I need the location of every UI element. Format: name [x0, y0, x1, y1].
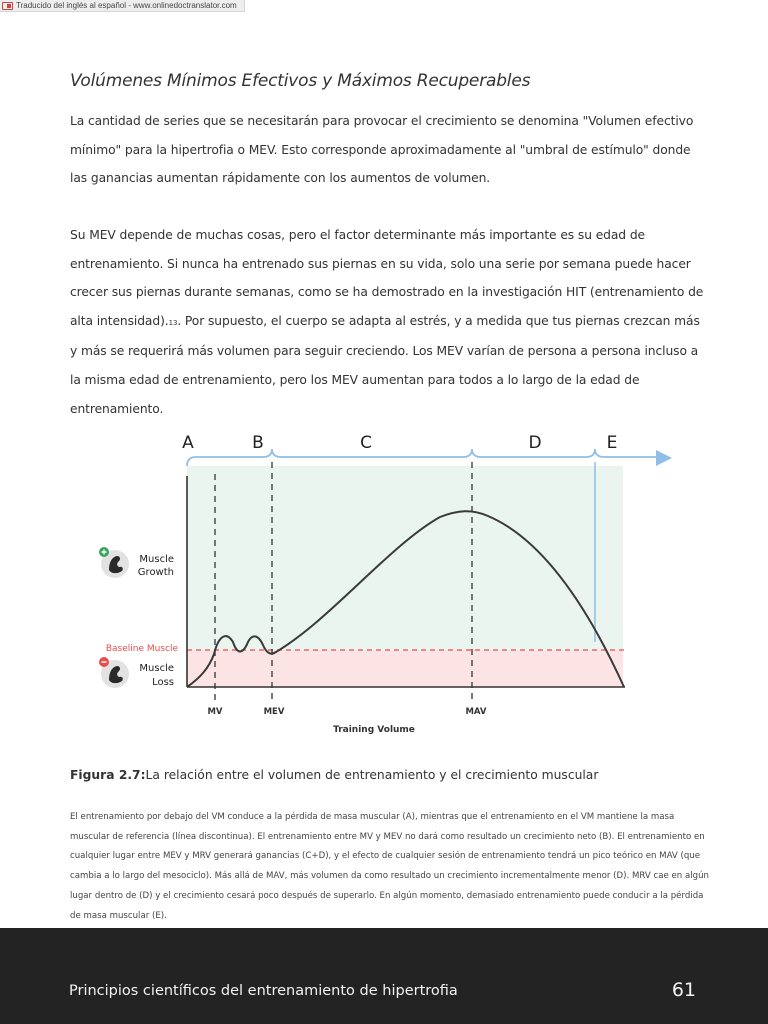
x-axis-label: Training Volume: [333, 725, 415, 735]
loss-label-line1: Muscle: [139, 663, 174, 674]
loss-region: [187, 650, 623, 687]
marker-label-mv: MV: [207, 707, 223, 717]
figure-caption-label: Figura 2.7:: [70, 768, 146, 782]
citation-reference[interactable]: 13: [168, 318, 178, 327]
baseline-label: Baseline Muscle: [105, 644, 178, 654]
section-title: Volúmenes Mínimos Efectivos y Máximos Recuperables: [70, 71, 531, 91]
paragraph-2-part-2: . Por supuesto, el cuerpo se adapta al estrés, y a medida que tus piernas crezcan más y más se requerirá más volumen para seguir creciendo. Los MEV varían de persona a persona incluso a la misma edad de entrenamiento, pero los MEV aumentan para todos a lo largo de la edad de entrenamiento.: [70, 313, 700, 416]
zone-label-e: E: [606, 433, 618, 453]
flexed-arm-minus-icon: [99, 657, 129, 688]
marker-label-mav: MAV: [465, 707, 487, 717]
zone-label-a: A: [182, 433, 194, 453]
flexed-arm-plus-icon: [99, 547, 129, 578]
figure-caption-text: La relación entre el volumen de entrenamiento y el crecimiento muscular: [145, 768, 599, 782]
zone-label-d: D: [528, 433, 542, 453]
figure-caption: [70, 768, 598, 782]
page-footer: [0, 928, 768, 1024]
figure-note: El entrenamiento por debajo del VM conduce a la pérdida de masa muscular (A), mientras que el entrenamiento en el VM mantiene la masa muscular de referencia (línea discontinua). El entrenamiento entre MV y MEV no dará como resultado un crecimiento neto (B). El entrenamiento en cualquier lugar entre MEV y MRV generará ganancias (C+D), y el efecto de cualquier sesión de entrenamiento tendrá un pico teórico en MAV (que cambia a lo largo del mesociclo). Más allá de MAV, más volumen da como resultado un crecimiento incrementalmente menor (D). MRV cae en algún lugar dentro de (D) y el crecimiento cesará poco después de superarlo. En algún momento, demasiado entrenamiento puede conducir a la pérdida de masa muscular (E).: [70, 812, 709, 921]
marker-label-mev: MEV: [263, 707, 285, 717]
zone-label-c: C: [360, 433, 372, 453]
translator-banner-text: Traducido del inglés al español - www.onlinedoctranslator.com: [16, 1, 237, 10]
paragraph-1: La cantidad de series que se necesitarán para provocar el crecimiento se denomina "Volumen efectivo mínimo" para la hipertrofia o MEV. Esto corresponde aproximadamente al "umbral de estímulo" donde las ganancias aumentan rápidamente con los aumentos de volumen.: [70, 114, 694, 186]
footer-book-title: Principios científicos del entrenamiento de hipertrofia: [69, 983, 458, 999]
growth-region: [187, 466, 623, 650]
zone-bracket-arrow: [656, 450, 672, 466]
page-number: 61: [671, 979, 696, 1001]
zone-label-b: B: [252, 433, 264, 453]
growth-label-line2: Growth: [137, 567, 174, 578]
paragraph-2-part-1: Su MEV depende de muchas cosas, pero el factor determinante más importante es su edad de entrenamiento. Si nunca ha entrenado sus piernas en su vida, solo una serie por semana puede hacer crecer sus piernas durante semanas, como se ha demostrado en la investigación HIT (entrenamiento de alta intensidad).: [70, 228, 704, 328]
loss-label-line2: Loss: [152, 677, 174, 688]
growth-label-line1: Muscle: [139, 554, 174, 565]
